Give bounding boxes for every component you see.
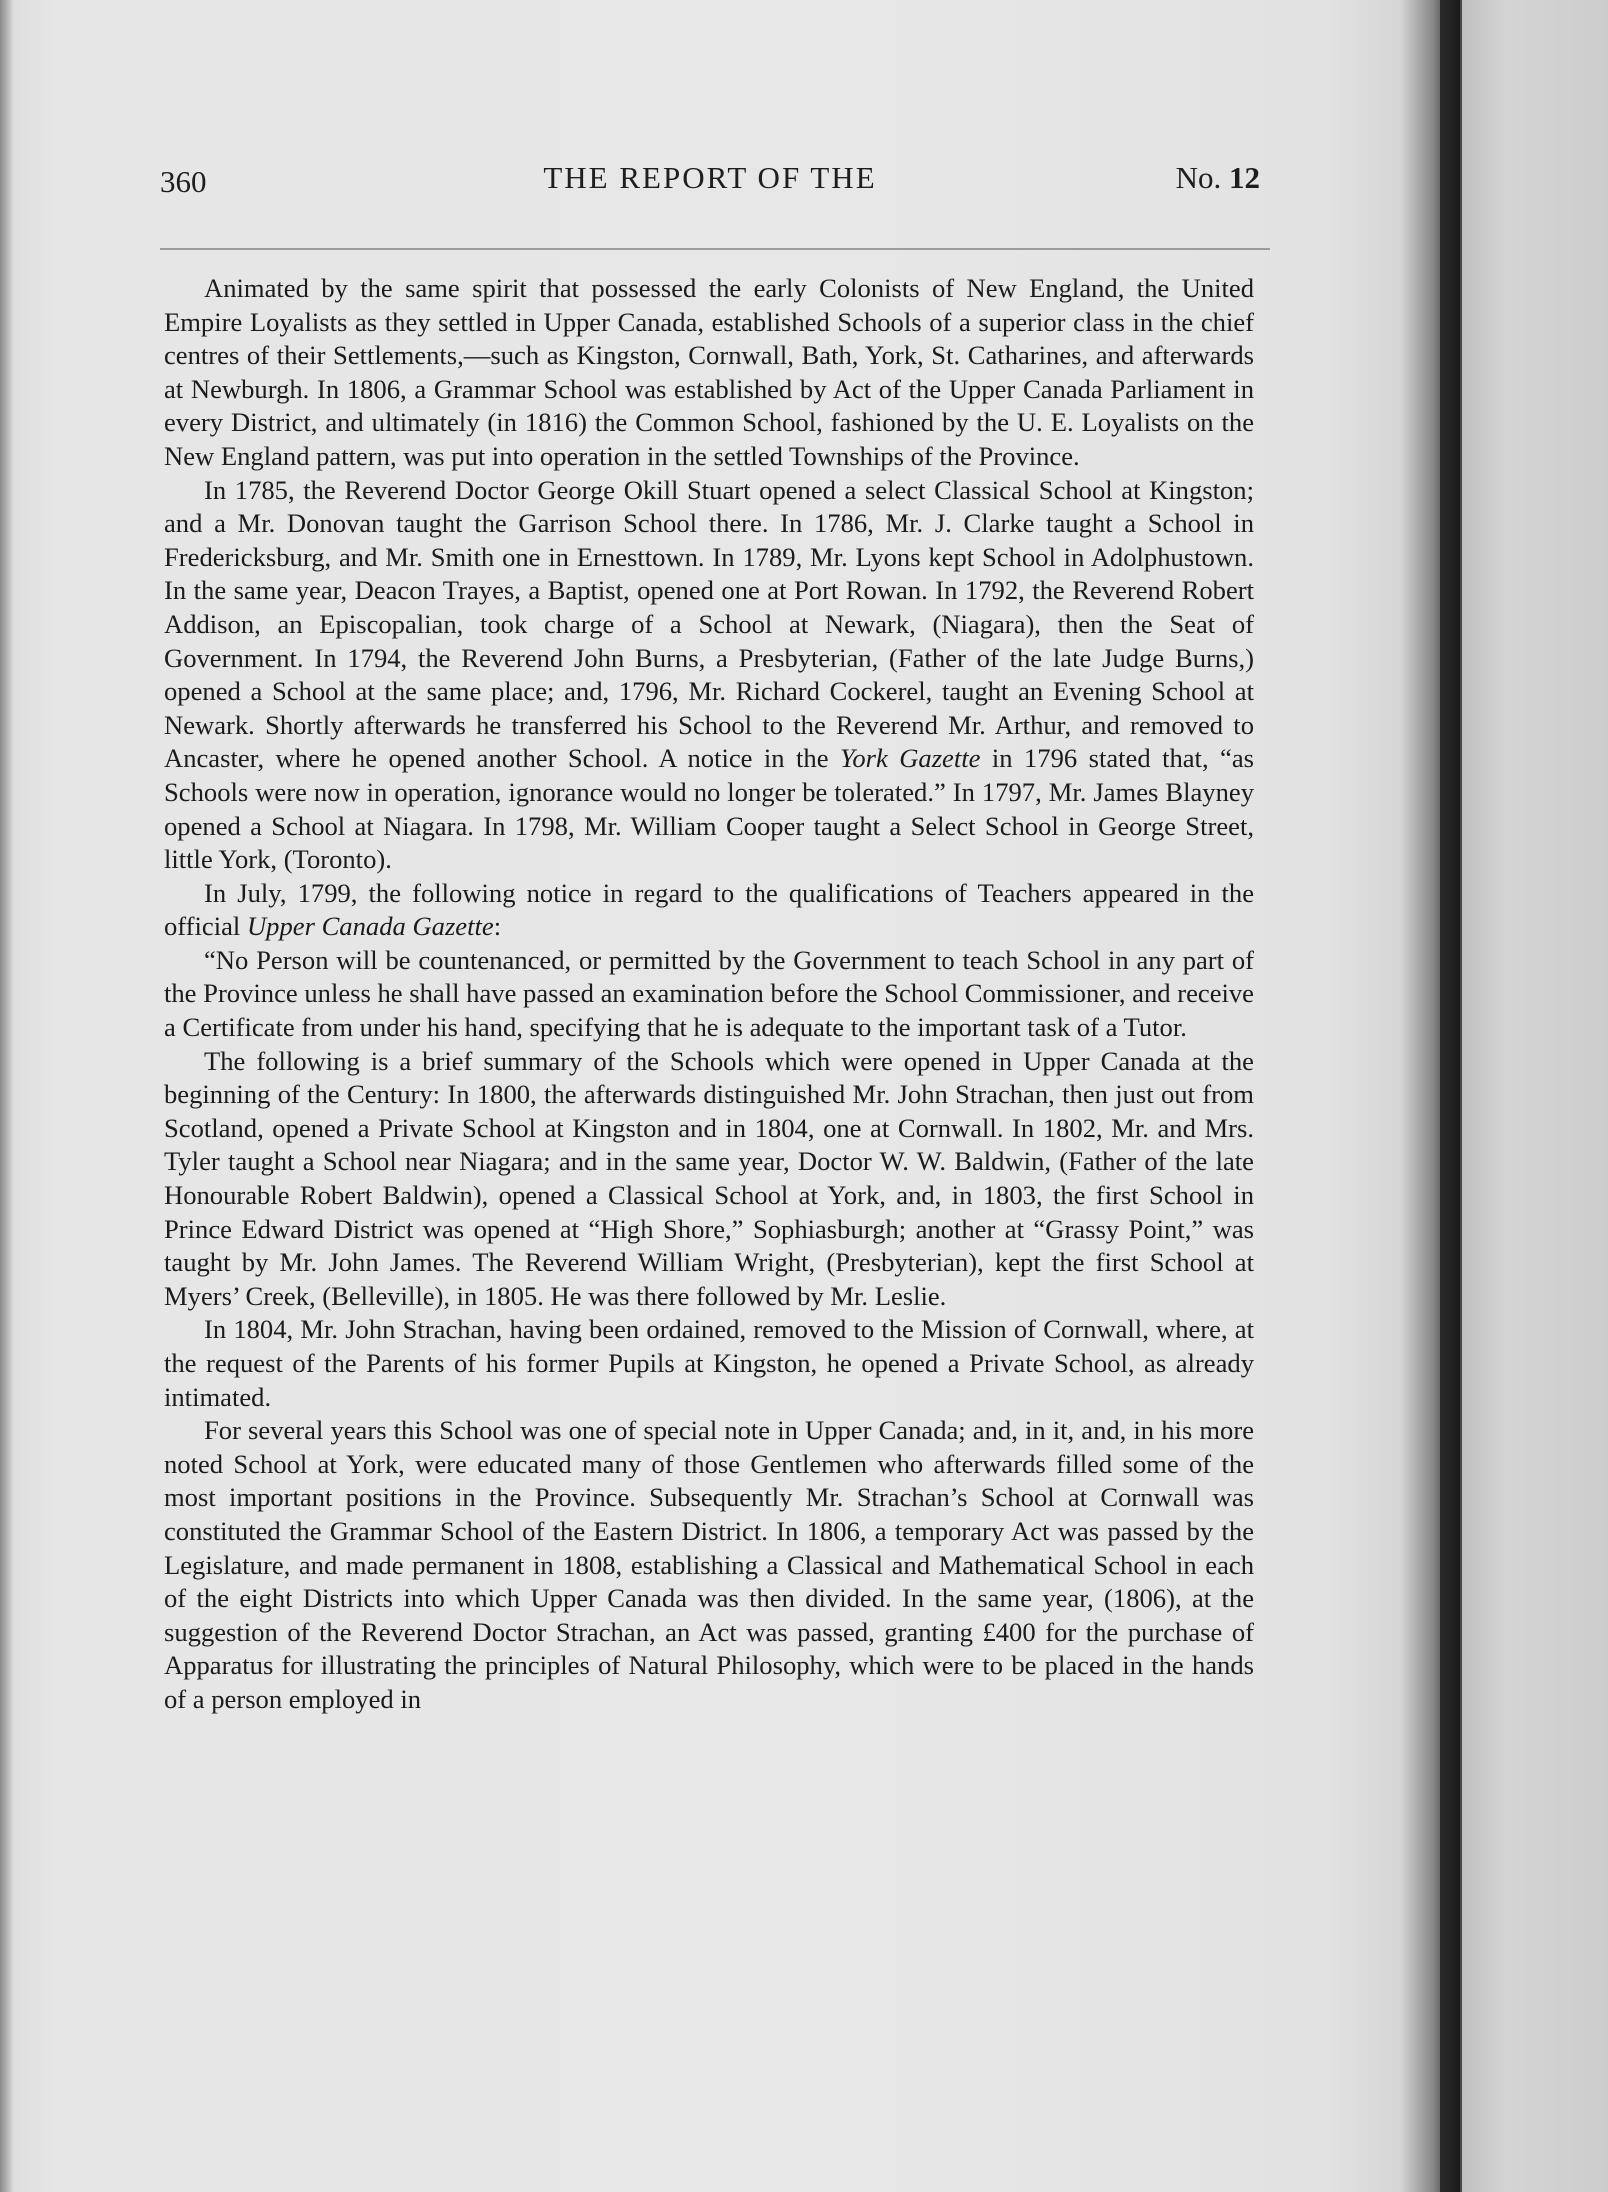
paragraph-2-tail: in 1796 stated that, “as Schools were now in operation, ignorance would no longer be tolerated.” In 1797, Mr. James Blayney opened a School at Niagara. In 1798, Mr. William Cooper taught a Select School in George Street, little York, (Toronto).: [164, 743, 1254, 875]
paragraph-2-italic: York Gazette: [839, 743, 981, 774]
paragraph-7: For several years this School was one of special note in Upper Canada; and, in it, and, in his more noted School at York, were educated many of those Gentlemen who afterwards filled some of the most important positions in the Province. Subsequently Mr. Strachan’s School at Cornwall was constituted the Grammar School of the Eastern District. In 1806, a temporary Act was passed by the Legislature, and made permanent in 1808, establishing a Classical and Mathematical School in each of the eight Districts into which Upper Canada was then divided. In the same year, (1806), at the suggestion of the Reverend Doctor Strachan, an Act was passed, granting £400 for the purchase of Apparatus for illustrating the principles of Natural Philosophy, which were to be placed in the hands of a person employed in: [164, 1415, 1254, 1714]
paragraph-3-italic: Upper Canada Gazette: [246, 911, 494, 942]
page-left-edge-shadow: [0, 0, 14, 2192]
paragraph-3-tail: :: [493, 911, 502, 942]
facing-page-edge: [1462, 0, 1608, 2192]
running-title: THE REPORT OF THE: [543, 160, 877, 195]
paragraph-2-text: In 1785, the Reverend Doctor George Okill Stuart opened a select Classical School at Kingston; and a Mr. Donovan taught the Garrison School there. In 1786, Mr. J. Clarke taught a School in Fredericksburg, and Mr. Smith one in Ernesttown. In 1789, Mr. Lyons kept School in Adolphustown. In the same year, Deacon Trayes, a Baptist, opened one at Port Rowan. In 1792, the Reverend Robert Addison, an Episcopalian, took charge of a School at Newark, (Niagara), then the Seat of Government. In 1794, the Reverend John Burns, a Presbyterian, (Father of the late Judge Burns,) opened a School at the same place; and, 1796, Mr. Richard Cockerel, taught an Evening School at Newark. Shortly afterwards he transferred his School to the Reverend Mr. Arthur, and removed to Ancaster, where he opened another School. A notice in the: [164, 474, 1254, 774]
report-number-value: 12: [1229, 160, 1260, 195]
paragraph-2: [164, 474, 1254, 877]
paragraph-5: The following is a brief summary of the Schools which were opened in Upper Canada at the beginning of the Century: In 1800, the afterwards distinguished Mr. John Strachan, then just out from Scotland, opened a Private School at Kingston and in 1804, one at Cornwall. In 1802, Mr. and Mrs. Tyler taught a School near Niagara; and in the same year, Doctor W. W. Baldwin, (Father of the late Honourable Robert Baldwin), opened a Classical School at York, and, in 1803, the first School in Prince Edward District was opened at “High Shore,” Sophiasburgh; another at “Grassy Point,” was taught by Mr. John James. The Reverend William Wright, (Presbyterian), kept the first School at Myers’ Creek, (Belleville), in 1805. He was there followed by Mr. Leslie.: [164, 1045, 1254, 1311]
header-rule: [160, 248, 1270, 250]
report-number-prefix: No.: [1175, 160, 1222, 195]
paragraph-6: In 1804, Mr. John Strachan, having been ordained, removed to the Mission of Cornwall, where, at the request of the Parents of his former Pupils at Kingston, he opened a Private School, as already intimated.: [164, 1314, 1254, 1412]
book-gutter-shadow: [1400, 0, 1460, 2192]
page-header: [160, 156, 1260, 204]
paragraph-3-text: In July, 1799, the following notice in regard to the qualifications of Teachers appeared in the official: [164, 877, 1254, 942]
body-text: [164, 272, 1254, 1717]
paragraph-4-quotation: “No Person will be countenanced, or permitted by the Government to teach School in any part of the Province unless he shall have passed an examination before the School Commissioner, and receive a Certificate from under his hand, specifying that he is adequate to the important task of a Tutor.: [164, 944, 1254, 1043]
report-number: [1176, 160, 1260, 196]
page-number: 360: [160, 164, 207, 199]
paragraph-3: [164, 877, 1254, 944]
paragraph-1: Animated by the same spirit that possessed the early Colonists of New England, the United Empire Loyalists as they settled in Upper Canada, established Schools of a superior class in the chief centres of their Settlements,—such as Kingston, Cornwall, Bath, York, St. Catharines, and afterwards at Newburgh. In 1806, a Grammar School was established by Act of the Upper Canada Parliament in every District, and ultimately (in 1816) the Common School, fashioned by the U. E. Loyalists on the New England pattern, was put into operation in the settled Townships of the Province.: [164, 273, 1254, 471]
